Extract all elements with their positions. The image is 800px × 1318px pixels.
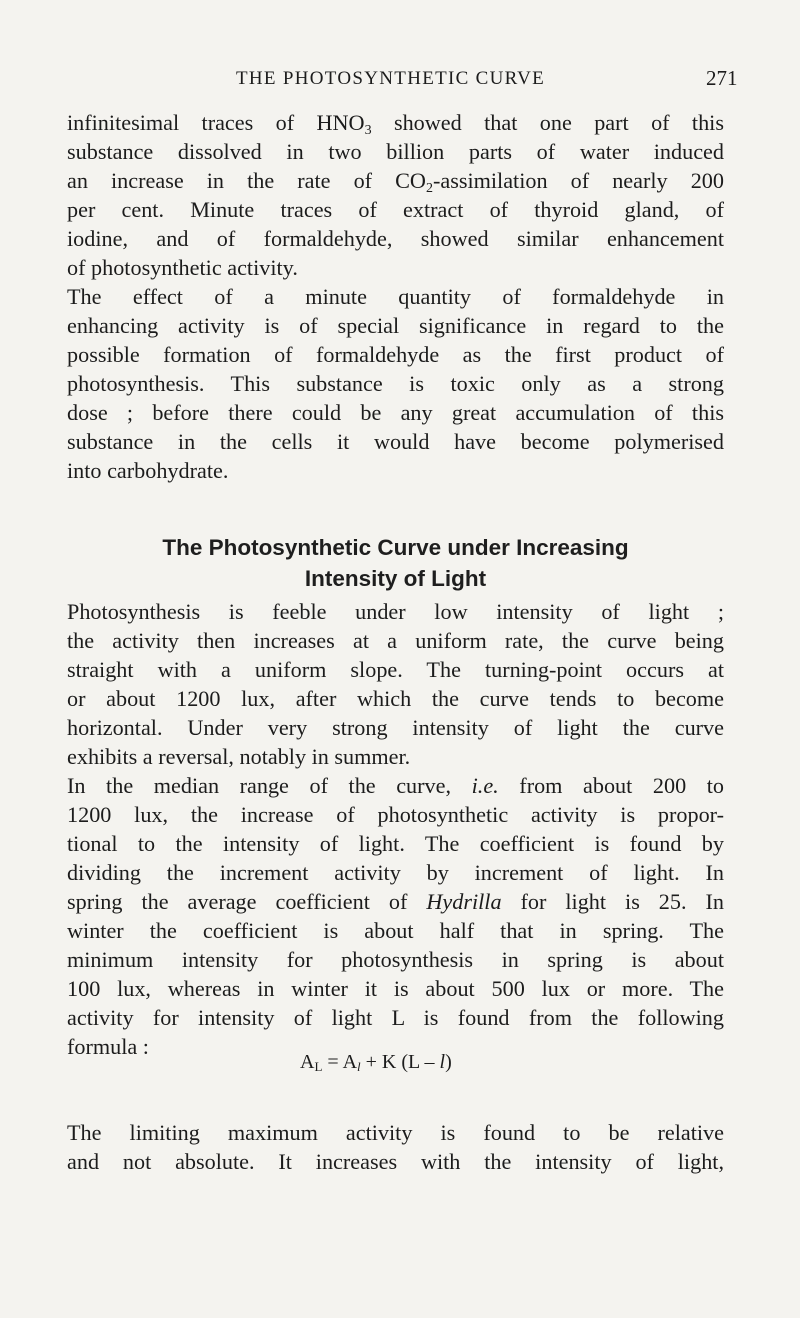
paragraph-group-1: [67, 108, 724, 485]
text-line: The limiting maximum activity is found to be relative: [67, 1120, 724, 1145]
text-line: Photosynthesis is feeble under low intensity of light ;: [67, 599, 724, 624]
text-line: exhibits a reversal, notably in summer.: [67, 744, 411, 769]
text-line: straight with a uniform slope. The turning-point occurs at: [67, 657, 724, 682]
text-line: possible formation of formaldehyde as the first product of: [67, 342, 724, 367]
text-line: iodine, and of formaldehyde, showed similar enhancement: [67, 226, 724, 251]
text-line: and not absolute. It increases with the intensity of light,: [67, 1149, 724, 1174]
text-line: winter the coefficient is about half that in spring. The: [67, 918, 724, 943]
text-line: tional to the intensity of light. The coefficient is found by: [67, 831, 724, 856]
text-line: dose ; before there could be any great accumulation of this: [67, 400, 724, 425]
text-line: photosynthesis. This substance is toxic only as a strong: [67, 371, 724, 396]
text-line: enhancing activity is of special significance in regard to the: [67, 313, 724, 338]
text-line: formula :: [67, 1034, 149, 1059]
section-heading: [67, 532, 724, 594]
text-line: per cent. Minute traces of extract of thyroid gland, of: [67, 197, 724, 222]
text-line: of photosynthetic activity.: [67, 255, 298, 280]
running-head: [0, 62, 800, 102]
italic-ie: i.e.: [471, 773, 499, 798]
text-line: 100 lux, whereas in winter it is about 500 lux or more. The: [67, 976, 724, 1001]
text-line: The effect of a minute quantity of formaldehyde in: [67, 284, 724, 309]
text-line: or about 1200 lux, after which the curve tends to become: [67, 686, 724, 711]
text-line: minimum intensity for photosynthesis in spring is about: [67, 947, 724, 972]
text-line: spring the average coefficient of Hydrilla for light is 25. In: [67, 889, 724, 914]
text-line: substance in the cells it would have become polymerised: [67, 429, 724, 454]
text-line: substance dissolved in two billion parts of water induced: [67, 139, 724, 164]
text-line: In the median range of the curve, i.e. from about 200 to: [67, 773, 724, 798]
text-line: dividing the increment activity by increment of light. In: [67, 860, 724, 885]
paragraph-group-3: [67, 1118, 724, 1176]
text-line: activity for intensity of light L is found from the following: [67, 1005, 724, 1030]
text-line: infinitesimal traces of HNO3 showed that one part of this: [67, 110, 724, 137]
text-line: horizontal. Under very strong intensity of light the curve: [67, 715, 724, 740]
text-line: 1200 lux, the increase of photosynthetic activity is propor-: [67, 802, 724, 827]
page-number: 271: [706, 66, 738, 90]
text-line: into carbohydrate.: [67, 458, 229, 483]
text-line: the activity then increases at a uniform rate, the curve being: [67, 628, 724, 653]
heading-line-1: The Photosynthetic Curve under Increasing: [162, 535, 629, 560]
paragraph-group-2: [67, 597, 724, 1061]
running-title: THE PHOTOSYNTHETIC CURVE: [236, 68, 546, 89]
species-name: Hydrilla: [426, 889, 502, 914]
text-line: an increase in the rate of CO2-assimilation of nearly 200: [67, 168, 724, 195]
heading-line-2: Intensity of Light: [304, 566, 487, 591]
activity-formula: $A_L = A_l + K$ (L – l): [300, 1051, 452, 1074]
